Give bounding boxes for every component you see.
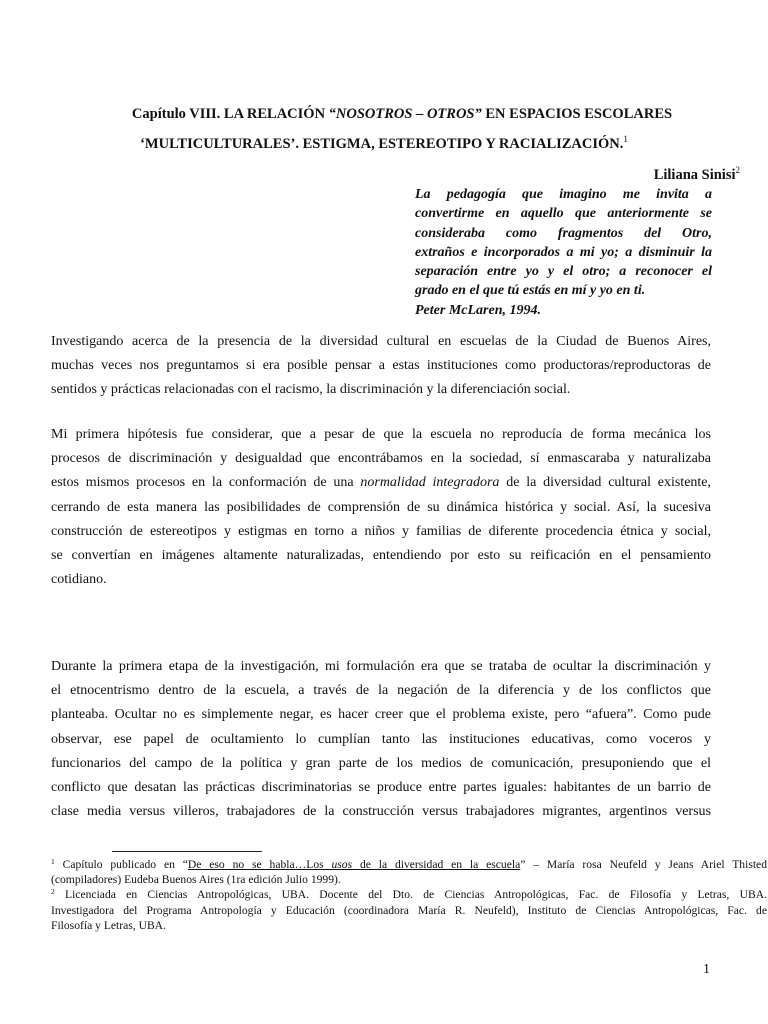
footnote-1-line-2: (compiladores) Eudeba Buenos Aires (1ra edición Julio 1999). bbox=[51, 873, 341, 887]
epigraph-source: Peter McLaren, 1994. bbox=[415, 302, 541, 318]
epigraph-line: La pedagogía que imagino me invita a bbox=[415, 187, 712, 202]
paragraph-line: procesos de discriminación y desigualdad que encontrábamos en la sociedad, sí enmascaraba y naturalizaba bbox=[51, 451, 711, 467]
epigraph bbox=[415, 185, 712, 320]
paragraph-line: funcionarios del campo de la política y gran parte de los medios de comunicación, presuponiendo que el bbox=[51, 755, 711, 771]
text-run: Licenciada en Ciencias Antropológicas, UBA. Docente del Dto. de Ciencias Antropológicas, Fac. de Filosofía y Letras, UBA. bbox=[54, 888, 767, 902]
paragraph-line: clase media versus villeros, trabajadores de la construcción versus trabajadores migrantes, argentinos versus bbox=[51, 804, 711, 820]
paragraph-line-with-italic bbox=[51, 471, 711, 495]
text-run: De eso no se habla…Los bbox=[187, 858, 332, 871]
footnote-marker: 1 bbox=[51, 857, 55, 866]
epigraph-line: grado en el que tú estás en mí y yo en ti. bbox=[415, 283, 646, 299]
paragraph-2 bbox=[51, 423, 711, 592]
text-run: Capítulo publicado en “ bbox=[54, 858, 188, 871]
footnote-ref-1: 1 bbox=[623, 134, 628, 144]
paragraph-line: planteaba. Ocultar no es simplemente negar, es hacer creer que el problema existe, pero “afuera”. Como pude bbox=[51, 707, 711, 723]
paragraph-line: Investigando acerca de la presencia de la diversidad cultural en escuelas de la Ciudad de Buenos Aires, bbox=[51, 334, 711, 349]
footnote-marker: 2 bbox=[51, 887, 55, 897]
title-italic-part: “NOSOTROS – OTROS” bbox=[328, 106, 482, 122]
footnote-1-line-1 bbox=[51, 857, 767, 872]
author-name bbox=[654, 166, 740, 184]
paragraph-line: el etnocentrismo dentro de la escuela, a través de la negación de la diferencia y de los conflictos que bbox=[51, 683, 711, 699]
chapter-title-line-1 bbox=[0, 105, 768, 123]
paragraph-1 bbox=[51, 330, 711, 403]
paragraph-line: sentidos y prácticas relacionadas con el racismo, la discriminación y la diferenciación social. bbox=[51, 382, 571, 398]
paragraph-line: cerrando de esta manera las posibilidades de comprensión de su dinámica histórica y social. Así, la sucesiva bbox=[51, 499, 711, 515]
epigraph-line: consideraba como fragmentos del Otro, bbox=[415, 225, 712, 241]
paragraph-line: observar, ese papel de ocultamiento lo cumplían tanto las instituciones educativas, como voceros y bbox=[51, 731, 711, 747]
text-run: ” – María rosa Neufeld y Jeans Ariel Thisted bbox=[520, 858, 767, 871]
page-number: 1 bbox=[703, 962, 710, 977]
epigraph-line: extraños e incorporados a mi yo; a disminuir la bbox=[415, 244, 712, 260]
author-name-text: Liliana Sinisi bbox=[653, 167, 736, 183]
paragraph-line: muchas veces nos preguntamos si era posible pensar a estas instituciones como productoras/reproductoras de bbox=[51, 358, 711, 374]
footnote-separator bbox=[112, 851, 262, 852]
footnote-2-line-2: Investigadora del Programa Antropología y Educación (coordinadora María R. Neufeld), Instituto de Ciencias Antropológicas, Fac. de bbox=[51, 903, 767, 917]
paragraph-line: Mi primera hipótesis fue considerar, que a pesar de que la escuela no reproducía de forma mecánica los bbox=[51, 427, 711, 442]
paragraph-line: conflicto que desatan las prácticas discriminatorias se produce entre partes iguales: habitantes de un barrio de bbox=[51, 779, 711, 795]
text-run: de la diversidad cultural existente, bbox=[499, 475, 712, 491]
title-prefix: Capítulo VIII. LA RELACIÓN bbox=[131, 106, 329, 122]
italic-term: usos bbox=[331, 858, 353, 871]
paragraph-line: construcción de estereotipos y estigmas en torno a niños y familias de diferente procedencia étnica y social, bbox=[51, 523, 711, 539]
epigraph-line: separación entre yo y el otro; a reconocer el bbox=[415, 264, 712, 280]
chapter-title-line-2 bbox=[0, 135, 768, 153]
title-suffix: EN ESPACIOS ESCOLARES bbox=[481, 106, 673, 122]
paragraph-line: se convertían en imágenes altamente naturalizadas, entendiendo por esto su reificación en el pensamiento bbox=[51, 547, 711, 563]
title-line2-text: ‘MULTICULTURALES’. ESTIGMA, ESTEREOTIPO Y RACIALIZACIÓN. bbox=[140, 136, 624, 152]
footnote-ref-2: 2 bbox=[735, 165, 740, 175]
epigraph-line: convertirme en aquello que anteriormente se bbox=[415, 206, 712, 222]
paragraph-line: cotidiano. bbox=[51, 572, 107, 588]
paragraph-line: Durante la primera etapa de la investigación, mi formulación era que se trataba de ocultar la discriminación y bbox=[51, 659, 711, 674]
footnotes bbox=[51, 857, 767, 933]
paragraph-3 bbox=[51, 655, 711, 824]
footnote-2-line-3: Filosofía y Letras, UBA. bbox=[51, 918, 166, 932]
footnote-2-line-1 bbox=[51, 887, 767, 902]
italic-term: normalidad integradora bbox=[360, 475, 500, 491]
cited-title bbox=[188, 858, 520, 871]
text-run: de la diversidad en la escuela bbox=[352, 858, 521, 871]
text-run: estos mismos procesos en la conformación de una bbox=[51, 475, 361, 491]
